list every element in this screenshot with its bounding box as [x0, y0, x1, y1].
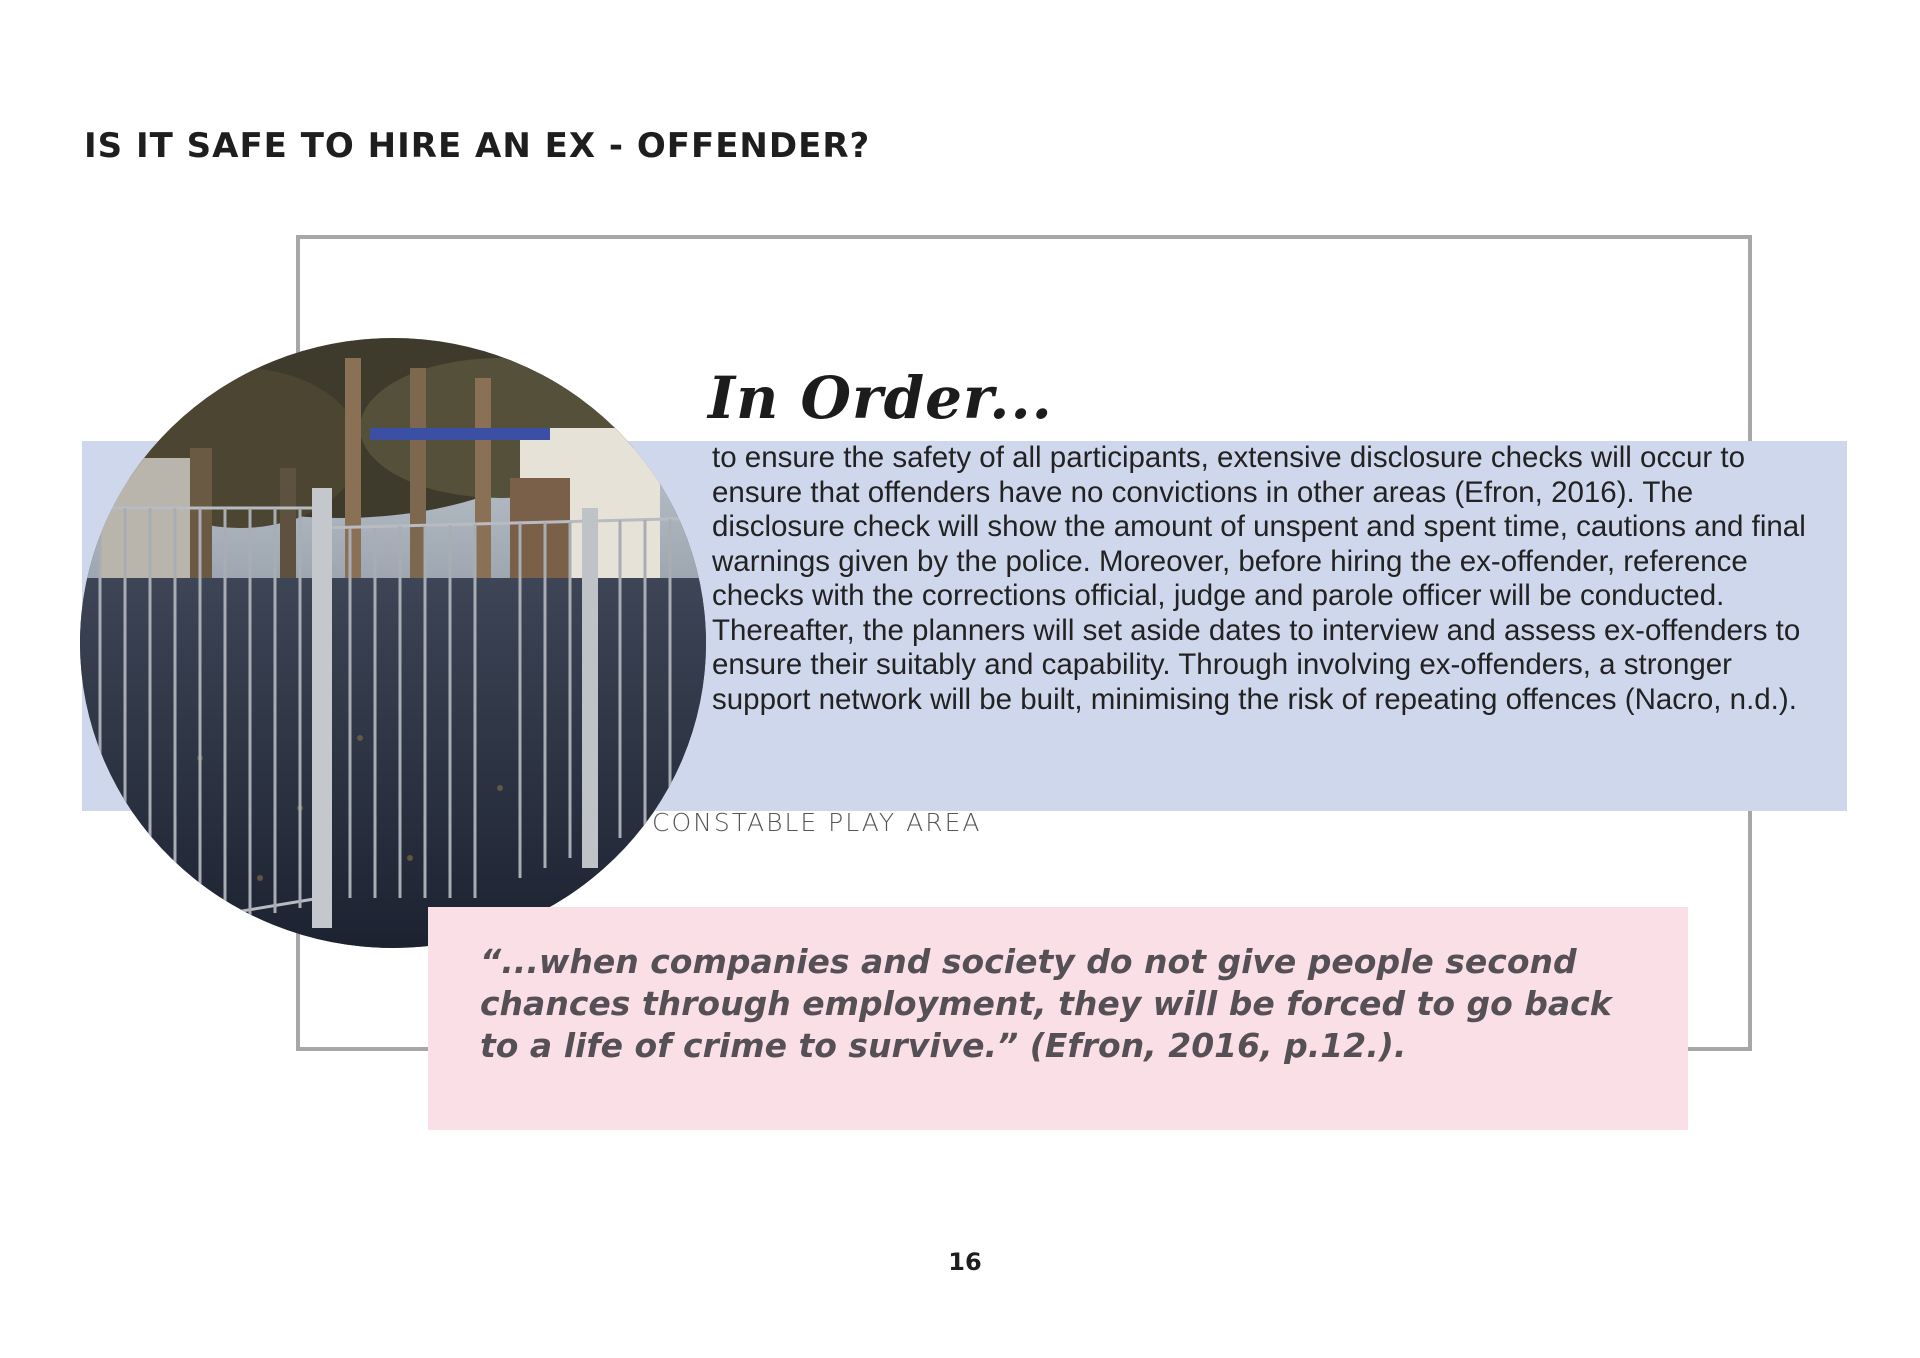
quote-box — [428, 907, 1688, 1130]
section-heading: In Order... — [708, 364, 1053, 432]
playground-photo-illustration — [80, 338, 706, 948]
quote-text: “...when companies and society do not give people second chances through employment, they will be forced to go back to a life of crime to survive.” (Efron, 2016, p.12.). — [480, 942, 1612, 1065]
section-body-text: to ensure the safety of all participants, extensive disclosure checks will occur to ensure that offenders have no convictions in other areas (Efron, 2016). The disclosure check will show the amount of unspent and spent time, cautions and final warnings given by the police. Moreover, before hiring the ex-offender, reference checks with the corrections official, judge and parole officer will be conducted. Thereafter, the planners will set aside dates to interview and assess ex-offenders to ensure their suitably and capability. Through involving ex-offenders, a stronger support network will be built, minimising the risk of repeating offences (Nacro, n.d.). — [712, 441, 1806, 716]
page-title: IS IT SAFE TO HIRE AN EX - OFFENDER? — [84, 126, 871, 166]
photo-caption: CONSTABLE PLAY AREA — [652, 808, 982, 837]
playground-photo — [80, 338, 706, 948]
page-number: 16 — [948, 1248, 982, 1276]
